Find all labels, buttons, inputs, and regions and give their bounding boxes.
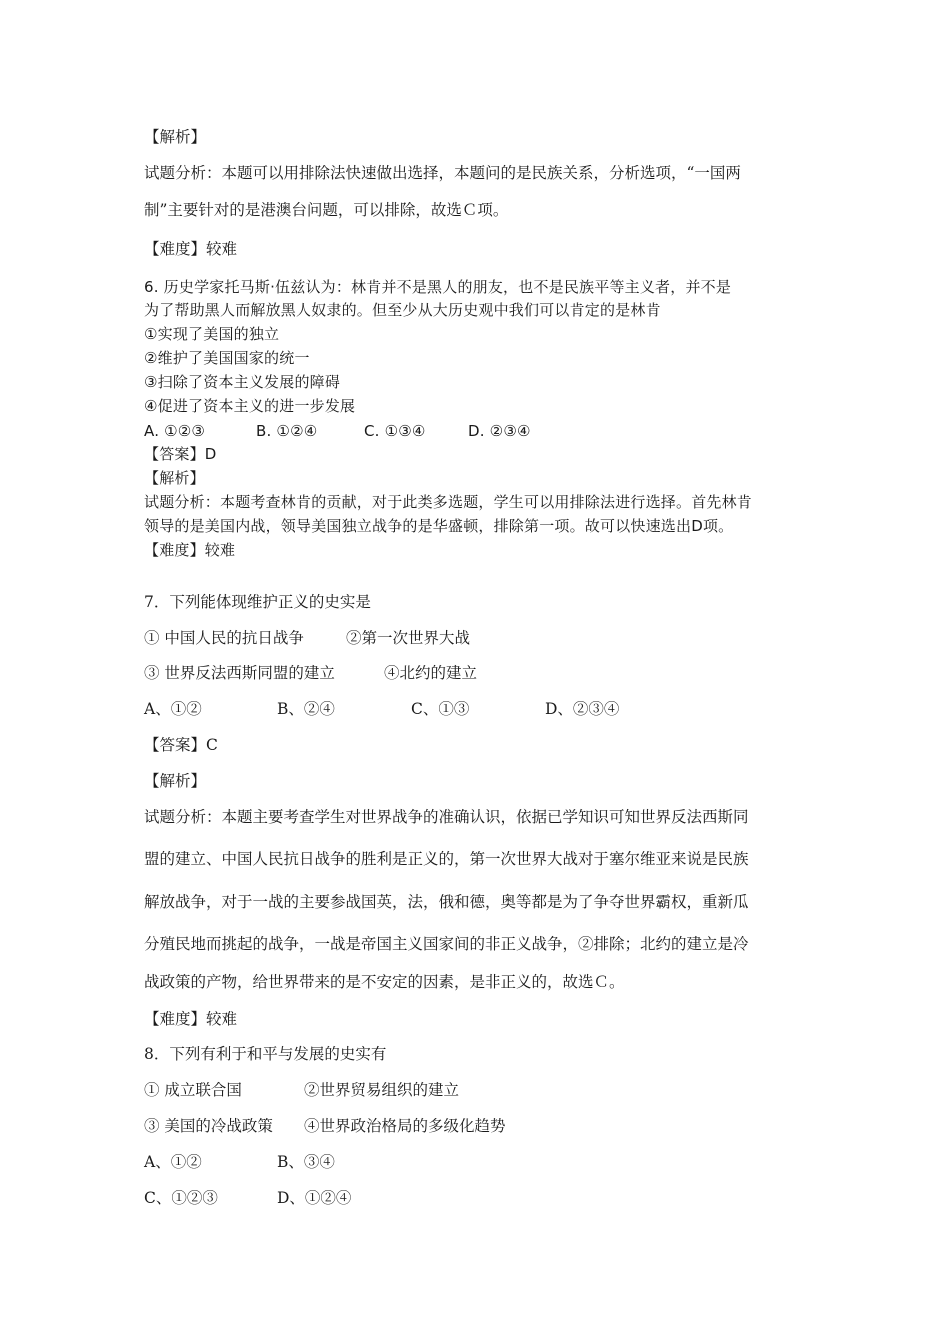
question-item: ④促进了资本主义的进一步发展 (144, 397, 356, 415)
analysis-text-line: 领导的是美国内战，领导美国独立战争的是华盛顿，排除第一项。故可以快速选出D项。 (144, 517, 734, 535)
analysis-text-line: 解放战争，对于一战的主要参战国英，法，俄和德，奥等都是为了争夺世界霸权，重新瓜 (144, 893, 749, 911)
question-item: ① 中国人民的抗日战争 (144, 629, 304, 647)
answer-options (144, 699, 619, 719)
question-item: ②世界贸易组织的建立 (304, 1081, 460, 1099)
difficulty-label: 【难度】较难 (144, 240, 238, 258)
question-item: ③ 美国的冷战政策 (144, 1117, 273, 1135)
question-item: ②维护了美国国家的统一 (144, 349, 310, 367)
answer-label: 【答案】C (144, 736, 218, 754)
question-items-row (144, 1116, 506, 1136)
question-item: ④北约的建立 (384, 664, 478, 682)
analysis-label: 【解析】 (144, 469, 205, 487)
analysis-text-line: 试题分析：本题可以用排除法快速做出选择，本题问的是民族关系，分析选项，“一国两 (144, 164, 741, 182)
option-d: D、②③④ (545, 700, 620, 718)
option-a: A、①② (144, 700, 202, 718)
option-b: B、②④ (277, 700, 335, 718)
analysis-text-line: 试题分析：本题主要考查学生对世界战争的准确认识，依据已学知识可知世界反法西斯同 (144, 808, 749, 826)
question-item: ④世界政治格局的多级化趋势 (304, 1117, 506, 1135)
option-b: B、③④ (277, 1153, 335, 1171)
analysis-text-line: 盟的建立、中国人民抗日战争的胜利是正义的，第一次世界大战对于塞尔维亚来说是民族 (144, 850, 749, 868)
analysis-text-line: 试题分析：本题考查林肯的贡献，对于此类多选题，学生可以用排除法进行选择。首先林肯 (144, 493, 753, 511)
question-item: ① 成立联合国 (144, 1081, 242, 1099)
option-d: D. ②③④ (468, 422, 531, 440)
question-item: ①实现了美国的独立 (144, 325, 280, 343)
option-d: D、①②④ (277, 1189, 352, 1207)
option-c: C、①③ (411, 700, 470, 718)
question-items-row (144, 663, 477, 683)
question-item: ③ 世界反法西斯同盟的建立 (144, 664, 335, 682)
answer-options (144, 1152, 335, 1172)
option-c: C、①②③ (144, 1189, 218, 1207)
analysis-text-line: 战政策的产物，给世界带来的是不安定的因素，是非正义的，故选Ｃ。 (144, 973, 625, 991)
answer-options (144, 1188, 351, 1208)
option-a: A、①② (144, 1153, 202, 1171)
question-items-row (144, 628, 470, 648)
answer-options (144, 421, 531, 441)
analysis-text-line: 制”主要针对的是港澳台问题，可以排除，故选Ｃ项。 (144, 201, 509, 219)
difficulty-label: 【难度】较难 (144, 541, 236, 559)
question-stem: 6. 历史学家托马斯·伍兹认为：林肯并不是黑人的朋友，也不是民族平等主义者，并不是 (144, 278, 732, 296)
question-stem: 7．下列能体现维护正义的史实是 (144, 593, 371, 611)
option-b: B. ①②④ (256, 422, 318, 440)
option-c: C. ①③④ (364, 422, 426, 440)
analysis-label: 【解析】 (144, 772, 207, 790)
answer-label: 【答案】D (144, 445, 217, 463)
question-item: ②第一次世界大战 (346, 629, 471, 647)
analysis-label: 【解析】 (144, 128, 207, 146)
analysis-text-line: 分殖民地而挑起的战争，一战是帝国主义国家间的非正义战争，②排除；北约的建立是冷 (144, 935, 749, 953)
question-stem: 8．下列有利于和平与发展的史实有 (144, 1045, 387, 1063)
difficulty-label: 【难度】较难 (144, 1010, 238, 1028)
question-items-row (144, 1080, 459, 1100)
question-stem: 为了帮助黑人而解放黑人奴隶的。但至少从大历史观中我们可以肯定的是林肯 (144, 301, 661, 319)
question-item: ③扫除了资本主义发展的障碍 (144, 373, 341, 391)
option-a: A. ①②③ (144, 422, 206, 440)
